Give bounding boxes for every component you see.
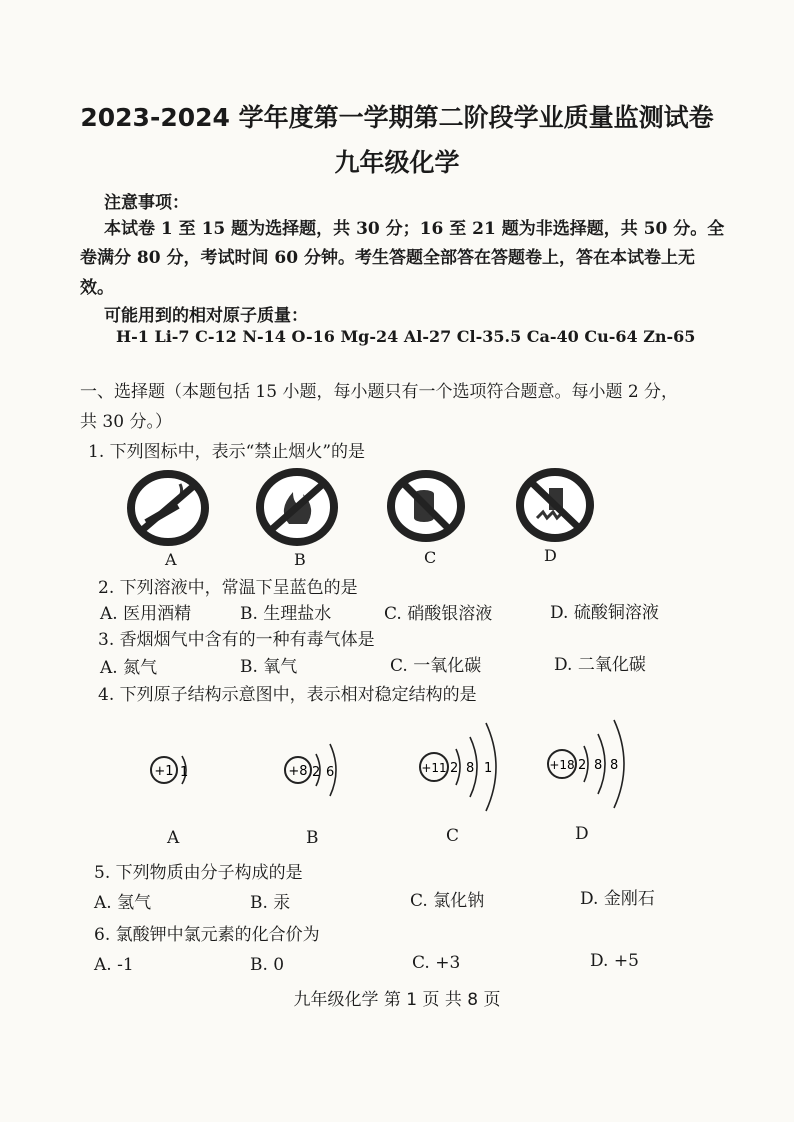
electron-count: 6 (326, 765, 335, 780)
notice-line-3: 效。 (80, 278, 114, 298)
exam-subtitle: 九年级化学 (334, 148, 460, 177)
electron-count: 1 (484, 761, 493, 776)
q4-option-label: B (306, 828, 319, 848)
nucleus-charge: +11 (421, 761, 447, 775)
q4-option-label: A (167, 828, 180, 848)
q3-option-c: C. 一氧化碳 (390, 656, 482, 676)
electron-count: 8 (466, 761, 475, 776)
q3-stem: 3. 香烟烟气中含有的一种有毒气体是 (98, 630, 375, 650)
electron-count: 1 (180, 765, 189, 780)
no-smoking-sign-icon (126, 470, 210, 546)
q4-stem: 4. 下列原子结构示意图中，表示相对稳定结构的是 (98, 685, 477, 705)
q2-option-c: C. 硝酸银溶液 (384, 604, 493, 624)
no-fire-sign-icon (255, 468, 339, 546)
q3-option-a: A. 氮气 (100, 658, 158, 678)
atom-diagram-a (140, 740, 210, 800)
q1-option-label: D (544, 546, 557, 565)
q3-option-b: B. 氧气 (240, 657, 298, 677)
nucleus-charge: +8 (288, 764, 308, 779)
q6-stem: 6. 氯酸钾中氯元素的化合价为 (94, 925, 320, 945)
q1-option-label: A (165, 550, 177, 569)
atom-diagram-d (540, 712, 650, 812)
no-dumping-sign-icon (386, 470, 466, 542)
electron-count: 2 (578, 758, 587, 773)
q5-option-c: C. 氯化钠 (410, 891, 485, 911)
q6-option-c: C. +3 (412, 953, 461, 973)
q1-stem: 1. 下列图标中，表示“禁止烟火”的是 (88, 442, 366, 462)
electron-count: 8 (594, 758, 603, 773)
nucleus-charge: +18 (549, 758, 575, 772)
q6-option-b: B. 0 (250, 955, 285, 975)
notice-line-1: 本试卷 1 至 15 题为选择题，共 30 分；16 至 21 题为非选择题，共 50 分。全 (104, 219, 725, 239)
electron-count: 2 (312, 765, 321, 780)
electron-count: 2 (450, 761, 459, 776)
q2-option-d: D. 硫酸铜溶液 (550, 603, 659, 623)
notice-heading: 注意事项： (104, 193, 189, 213)
atom-diagram-b (276, 730, 356, 810)
q1-option-label: C (424, 548, 437, 567)
exam-title: 2023-2024 学年度第一学期第二阶段学业质量监测试卷 (80, 103, 714, 132)
no-fireworks-sign-icon (515, 468, 595, 542)
q5-option-a: A. 氢气 (94, 893, 152, 913)
q5-stem: 5. 下列物质由分子构成的是 (94, 863, 303, 883)
section-heading-line-2: 共 30 分。） (80, 412, 172, 432)
q3-option-d: D. 二氧化碳 (554, 655, 646, 675)
q4-option-label: D (575, 824, 589, 844)
electron-count: 8 (610, 758, 619, 773)
nucleus-charge: +1 (154, 764, 174, 779)
q2-option-a: A. 医用酒精 (100, 604, 192, 624)
section-heading-line-1: 一、选择题（本题包括 15 小题，每小题只有一个选项符合题意。每小题 2 分， (80, 382, 679, 402)
q6-option-d: D. +5 (590, 951, 639, 971)
q1-option-label: B (294, 550, 306, 569)
page-footer: 九年级化学 第 1 页 共 8 页 (293, 990, 501, 1010)
atomic-mass-list: H-1 Li-7 C-12 N-14 O-16 Mg-24 Al-27 Cl-35.5 Ca-40 Cu-64 Zn-65 (116, 327, 696, 346)
atom-diagram-c (412, 715, 522, 815)
q5-option-b: B. 汞 (250, 893, 291, 913)
q4-option-label: C (446, 826, 460, 846)
q2-option-b: B. 生理盐水 (240, 604, 332, 624)
atomic-mass-heading: 可能用到的相对原子质量： (104, 306, 308, 326)
notice-line-2: 卷满分 80 分，考试时间 60 分钟。考生答题全部答在答题卷上，答在本试卷上无 (80, 248, 695, 268)
q2-stem: 2. 下列溶液中，常温下呈蓝色的是 (98, 578, 358, 598)
q5-option-d: D. 金刚石 (580, 889, 655, 909)
q6-option-a: A. -1 (94, 955, 134, 975)
